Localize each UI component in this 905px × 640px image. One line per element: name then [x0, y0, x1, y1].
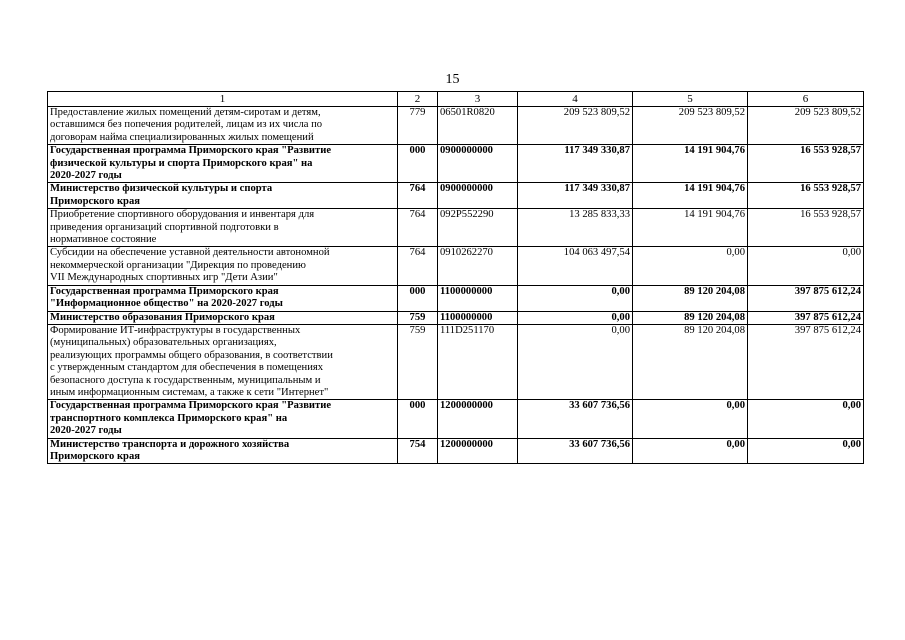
cell-grbs-code: 754 — [398, 438, 438, 464]
table-row — [48, 209, 864, 247]
cell-amount-1: 0,00 — [518, 324, 633, 399]
cell-target-article: 1100000000 — [438, 311, 518, 324]
cell-grbs-code: 779 — [398, 107, 438, 145]
cell-name — [48, 107, 398, 145]
table-row — [48, 400, 864, 438]
row-title: Государственная программа Приморского края "Информационное общество" на 2020-2027 годы — [50, 285, 283, 310]
table-row — [48, 438, 864, 464]
cell-amount-1: 0,00 — [518, 285, 633, 311]
cell-target-article: 092P552290 — [438, 209, 518, 247]
table-row — [48, 145, 864, 183]
cell-grbs-code: 764 — [398, 183, 438, 209]
cell-amount-3: 209 523 809,52 — [748, 107, 864, 145]
cell-amount-2: 0,00 — [633, 438, 748, 464]
table-row — [48, 247, 864, 285]
cell-target-article: 1200000000 — [438, 400, 518, 438]
cell-amount-2: 89 120 204,08 — [633, 311, 748, 324]
budget-table — [47, 91, 864, 464]
cell-target-article: 0900000000 — [438, 183, 518, 209]
cell-amount-3: 16 553 928,57 — [748, 209, 864, 247]
table-row — [48, 107, 864, 145]
cell-amount-2: 89 120 204,08 — [633, 324, 748, 399]
cell-name — [48, 438, 398, 464]
column-header-csr: 3 — [438, 92, 518, 107]
cell-name — [48, 183, 398, 209]
column-header-name: 1 — [48, 92, 398, 107]
cell-target-article: 0900000000 — [438, 145, 518, 183]
cell-grbs-code: 759 — [398, 324, 438, 399]
table-row — [48, 311, 864, 324]
cell-name — [48, 209, 398, 247]
row-title: Приобретение спортивного оборудования и инвентаря для приведения организаций спортивной подготовки в нормативное состояние — [50, 209, 315, 246]
cell-target-article: 06501R0820 — [438, 107, 518, 145]
cell-name — [48, 285, 398, 311]
cell-amount-2: 89 120 204,08 — [633, 285, 748, 311]
cell-amount-3: 397 875 612,24 — [748, 324, 864, 399]
cell-amount-3: 0,00 — [748, 247, 864, 285]
column-header-amount-2: 5 — [633, 92, 748, 107]
cell-name — [48, 311, 398, 324]
cell-amount-1: 117 349 330,87 — [518, 145, 633, 183]
cell-amount-2: 209 523 809,52 — [633, 107, 748, 145]
cell-amount-3: 397 875 612,24 — [748, 285, 864, 311]
cell-name — [48, 247, 398, 285]
cell-amount-2: 0,00 — [633, 400, 748, 438]
cell-amount-3: 16 553 928,57 — [748, 145, 864, 183]
cell-amount-3: 397 875 612,24 — [748, 311, 864, 324]
cell-amount-1: 209 523 809,52 — [518, 107, 633, 145]
column-header-amount-1: 4 — [518, 92, 633, 107]
cell-amount-1: 13 285 833,33 — [518, 209, 633, 247]
cell-grbs-code: 764 — [398, 247, 438, 285]
row-title: Министерство транспорта и дорожного хозяйства Приморского края — [50, 438, 290, 462]
cell-name — [48, 400, 398, 438]
column-header-amount-3: 6 — [748, 92, 864, 107]
row-title: Субсидии на обеспечение уставной деятельности автономной некоммерческой организации "Дирекция по проведению VII Международных спортивных игр "Дети Азии" — [50, 247, 330, 284]
cell-target-article: 1100000000 — [438, 285, 518, 311]
cell-target-article: 1200000000 — [438, 438, 518, 464]
row-title: Формирование ИТ-инфраструктуры в государственных (муниципальных) образовательных организациях, реализующих программы общего образования, в соответствии с утвержденным стандартом для обеспечения в помещениях безопасного доступа к государственным, муниципальным и иным информационным системам, а также к сети "Интернет" — [50, 324, 333, 398]
column-header-grbs: 2 — [398, 92, 438, 107]
cell-grbs-code: 000 — [398, 145, 438, 183]
cell-grbs-code: 000 — [398, 285, 438, 311]
row-title: Предоставление жилых помещений детям-сиротам и детям, оставшимся без попечения родителей, лицам из их числа по договорам найма специализированных жилых помещений — [50, 107, 323, 143]
cell-amount-3: 0,00 — [748, 438, 864, 464]
cell-amount-1: 104 063 497,54 — [518, 247, 633, 285]
cell-name — [48, 145, 398, 183]
cell-target-article: 111D251170 — [438, 324, 518, 399]
table-header-row — [48, 92, 864, 107]
cell-amount-1: 0,00 — [518, 311, 633, 324]
row-title: Государственная программа Приморского края "Развитие физической культуры и спорта Приморского края" на 2020-2027 годы — [50, 145, 332, 182]
cell-amount-2: 14 191 904,76 — [633, 209, 748, 247]
cell-amount-1: 33 607 736,56 — [518, 438, 633, 464]
row-title: Министерство образования Приморского края — [50, 311, 275, 323]
table-row — [48, 285, 864, 311]
cell-name — [48, 324, 398, 399]
page-number: 15 — [445, 72, 460, 87]
cell-grbs-code: 759 — [398, 311, 438, 324]
cell-grbs-code: 764 — [398, 209, 438, 247]
cell-amount-2: 14 191 904,76 — [633, 183, 748, 209]
cell-amount-1: 117 349 330,87 — [518, 183, 633, 209]
table-row — [48, 183, 864, 209]
row-title: Министерство физической культуры и спорта Приморского края — [50, 183, 273, 207]
cell-target-article: 0910262270 — [438, 247, 518, 285]
cell-amount-3: 16 553 928,57 — [748, 183, 864, 209]
cell-amount-2: 14 191 904,76 — [633, 145, 748, 183]
cell-amount-2: 0,00 — [633, 247, 748, 285]
table-row — [48, 324, 864, 399]
cell-amount-3: 0,00 — [748, 400, 864, 438]
cell-amount-1: 33 607 736,56 — [518, 400, 633, 438]
table-body — [48, 107, 864, 464]
row-title: Государственная программа Приморского края "Развитие транспортного комплекса Приморского края" на 2020-2027 годы — [50, 400, 332, 437]
cell-grbs-code: 000 — [398, 400, 438, 438]
